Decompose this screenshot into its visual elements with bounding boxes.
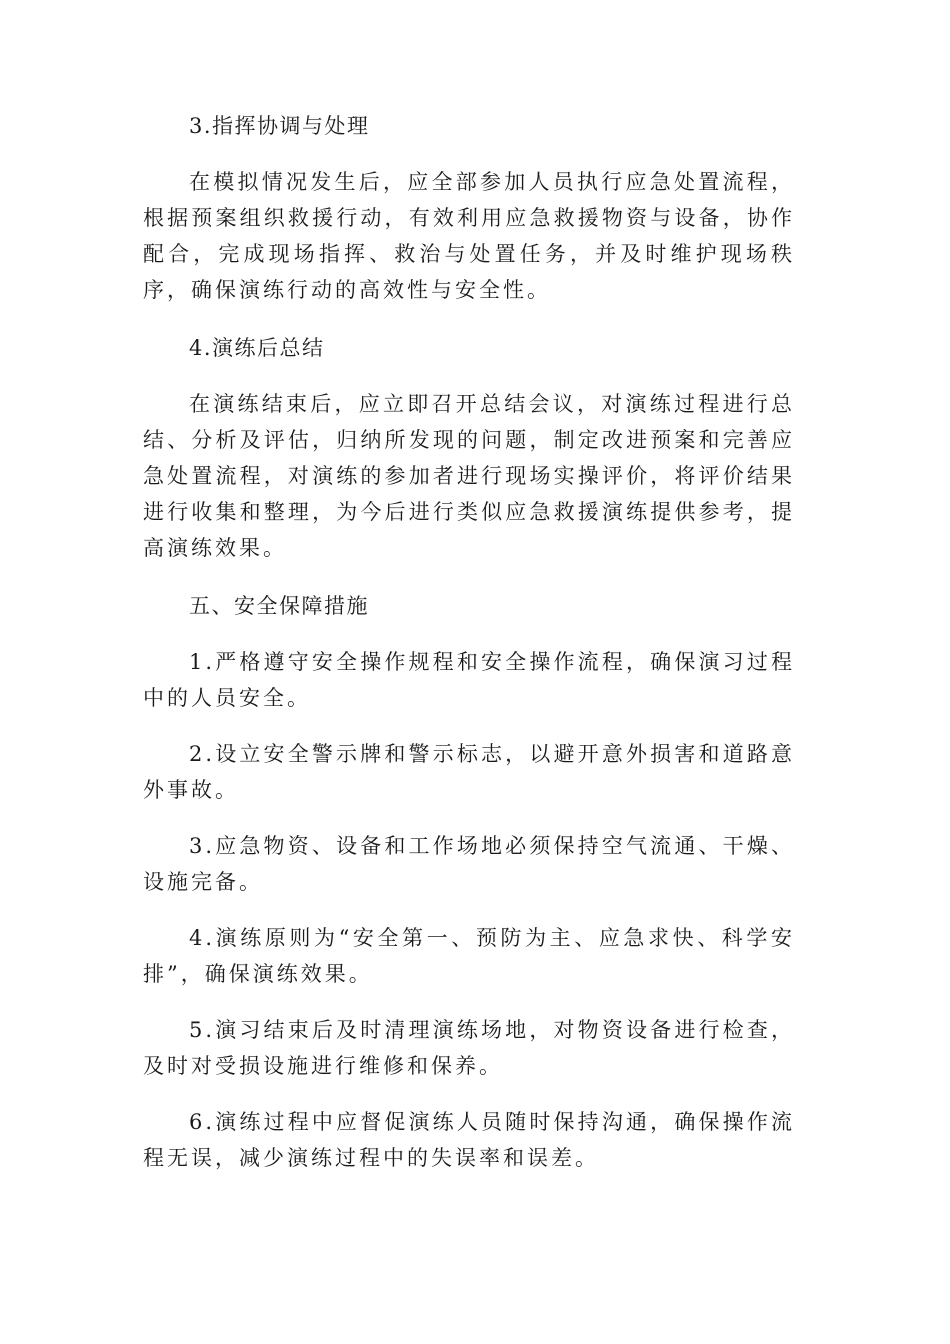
list-item-safety-1: 1.严格遵守安全操作规程和安全操作流程，确保演习过程中的人员安全。 bbox=[143, 650, 795, 710]
section-heading-post-drill-summary: 4.演练后总结 bbox=[189, 336, 325, 360]
paragraph-command-coordination: 在模拟情况发生后，应全部参加人员执行应急处置流程，根据预案组织救援行动，有效利用应急救援物资与设备，协作配合，完成现场指挥、救治与处置任务，并及时维护现场秩序，确保演练行动的高效性与安全性。 bbox=[143, 170, 795, 302]
list-item-safety-5: 5.演习结束后及时清理演练场地，对物资设备进行检查，及时对受损设施进行维修和保养。 bbox=[143, 1018, 795, 1078]
list-item-safety-3: 3.应急物资、设备和工作场地必须保持空气流通、干燥、设施完备。 bbox=[143, 834, 795, 894]
section-heading-command-coordination: 3.指挥协调与处理 bbox=[189, 114, 370, 138]
list-item-safety-4: 4.演练原则为“安全第一、预防为主、应急求快、科学安排”，确保演练效果。 bbox=[143, 926, 795, 986]
list-item-safety-6: 6.演练过程中应督促演练人员随时保持沟通，确保操作流程无误，减少演练过程中的失误率和误差。 bbox=[143, 1110, 795, 1170]
paragraph-post-drill-summary: 在演练结束后，应立即召开总结会议，对演练过程进行总结、分析及评估，归纳所发现的问题，制定改进预案和完善应急处置流程，对演练的参加者进行现场实操评价，将评价结果进行收集和整理，为今后进行类似应急救援演练提供参考，提高演练效果。 bbox=[143, 392, 795, 560]
section-heading-safety-measures: 五、安全保障措施 bbox=[189, 594, 369, 618]
document-body bbox=[143, 108, 795, 1176]
list-item-safety-2: 2.设立安全警示牌和警示标志，以避开意外损害和道路意外事故。 bbox=[143, 742, 795, 802]
